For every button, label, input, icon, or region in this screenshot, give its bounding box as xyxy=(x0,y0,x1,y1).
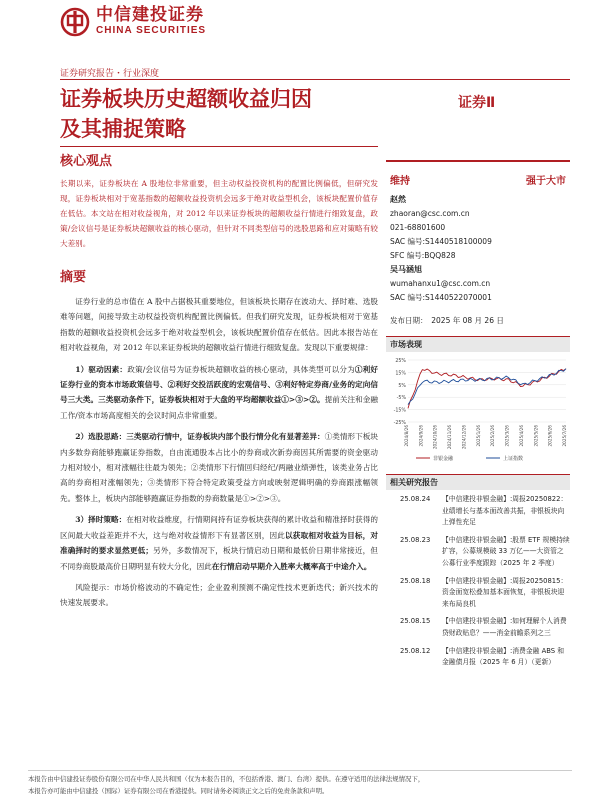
disclaimer xyxy=(28,770,572,797)
disclaimer-line: 本报告亦可能由中信建投（国际）证券有限公司在香港提供。同时请务必阅读正文之后的免责条款和声明。 xyxy=(28,787,329,795)
related-reports-list xyxy=(386,494,570,669)
x-tick-label: 2025/1/26 xyxy=(475,425,481,447)
market-performance-heading: 市场表现 xyxy=(386,336,570,352)
related-report-title: 【中信建投非银金融】:消费金融 ABS 和金融债月报（2025 年 6 月）（更新） xyxy=(442,646,565,667)
brand-name-cn: 中信建投证券 xyxy=(96,5,204,25)
related-report-date: 25.08.12 xyxy=(400,646,431,655)
related-reports-heading: 相关研究报告 xyxy=(386,474,570,490)
analyst-phone: 021-68801600 xyxy=(390,223,446,232)
core-view-text: 长期以来，证券板块在 A 股地位非常重要，但主动权益投资机构的配置比例偏低，但研究发现，证券板块相对于宽基指数的超额收益投资机会远多于绝对收益型机会，该板块配置价值存在低估。本文站在相对收益视角，对 2012 年以来证券板块的超额收益行情进行细致复盘，政策/会议信号是证券板块超额收益的核心驱动，但针对不同类型信号的选股思路和应对策略有较大差别。 xyxy=(60,179,378,248)
related-report-item[interactable] xyxy=(386,535,570,570)
related-report-item[interactable] xyxy=(386,494,570,529)
x-tick-label: 2025/5/26 xyxy=(533,425,539,447)
related-report-title: 【中信建投非银金融】:如何理解个人消费贷财政贴息？——消金前瞻系列之三 xyxy=(442,617,567,637)
brand-logo xyxy=(60,6,206,37)
sidebar xyxy=(386,160,570,675)
abstract-paragraph: 1）驱动因素：政策/会议信号为证券板块超额收益的核心驱动，具体类型可以分为①利好证券行业的资本市场政策信号、②利好交投活跃度的宏观信号、③利好特定券商/业务的定向信号三大类。三类驱动条件下，证券板块相对于大盘的平均超额收益①>③>②。提前关注和金融工作/资本市场高度相关的会议时间点非常重要。 xyxy=(60,364,378,420)
core-view-heading: 核心观点 xyxy=(60,154,113,169)
industry-name: 证券Ⅱ xyxy=(458,95,496,111)
publish-date: 发布日期： 2025 年 08 月 26 日 xyxy=(390,316,504,325)
analyst-sac: SAC 编号:S1440518100009 xyxy=(390,237,492,246)
y-tick-label: -15% xyxy=(393,408,406,414)
risk-warning: 风险提示：市场价格波动的不确定性；企业盈利预测不确定性技术更新迭代；新兴技术的快速发展要求。 xyxy=(60,582,378,608)
rating-row xyxy=(386,162,570,187)
divider xyxy=(60,79,570,80)
abstract-paragraph: 证券行业的总市值在 A 股中占据极其重要地位，但该板块长期存在波动大、择时难、选股难等问题，间接导致主动权益投资机构配置比例偏低。但我们研究发现，证券板块相对于宽基指数的超额收益投资机会远多于绝对收益型机会，该板块配置价值存在低估。因此本报告站在相对收益视角，对 2012 年以来证券板块的超额收益行情进行细致复盘。发现以下重要规律： xyxy=(60,297,378,353)
abstract-body xyxy=(60,294,378,617)
report-title xyxy=(60,84,380,144)
title-line-1: 证券板块历史超额收益归因 xyxy=(60,87,312,111)
analyst-email[interactable]: wumahanxu1@csc.com.cn xyxy=(390,279,491,288)
related-report-date: 25.08.15 xyxy=(400,617,431,626)
y-tick-label: 25% xyxy=(395,359,406,364)
analyst-email[interactable]: zhaoran@csc.com.cn xyxy=(390,209,470,218)
x-tick-label: 2024/12/26 xyxy=(461,425,467,450)
divider xyxy=(60,146,378,147)
market-chart-svg xyxy=(386,356,570,464)
analyst-info xyxy=(386,187,570,305)
related-report-title: 【中信建投非银金融】:股票 ETF 规模持续扩容，公募规模破 33 万亿——大资管之公募行业季度跟踪（2025 年 2 季度） xyxy=(442,535,570,567)
related-report-item[interactable] xyxy=(386,616,570,639)
y-tick-label: 5% xyxy=(398,383,406,389)
legend-label: 上证指数 xyxy=(503,456,524,462)
series-line xyxy=(408,369,566,409)
abstract-heading: 摘要 xyxy=(60,270,87,285)
x-tick-label: 2025/2/26 xyxy=(490,425,496,447)
related-report-item[interactable] xyxy=(386,576,570,611)
related-report-item[interactable] xyxy=(386,646,570,669)
related-report-date: 25.08.18 xyxy=(400,576,431,585)
abstract-paragraph: 2）选股思路：三类驱动行情中，证券板块内部个股行情分化有显著差异：①类情形下板块内多数券商能够跑赢证券指数，自由流通股本占比小的券商或次新券商因其所需要的资金驱动力相对较小，相对涨幅往往最为领先；②类情形下行情回归经纪/两融业绩弹性，该类业务占比高的券商相对涨幅领先；③类情形下符合特定政策受益方向或映射逻辑明确的券商跟涨幅领先。整体上，板块内部能够跑赢证券指数的券商数量是①>②>③。 xyxy=(60,432,379,503)
y-tick-label: -5% xyxy=(396,396,406,402)
analyst-sac: SAC 编号:S1440522070001 xyxy=(390,293,492,302)
related-report-title: 【中信建投非银金融】:周报20250815：资金面宽松叠加基本面恢复，非银板块迎来布局良机 xyxy=(442,576,568,608)
report-type: 证券研究报告・行业深度 xyxy=(60,69,160,79)
x-tick-label: 2024/11/26 xyxy=(447,425,453,450)
x-tick-label: 2024/9/26 xyxy=(418,425,424,447)
related-report-date: 25.08.23 xyxy=(400,535,431,544)
analyst-name: 赵然 xyxy=(390,195,406,204)
y-tick-label: -25% xyxy=(393,421,406,426)
rating-value: 强于大市 xyxy=(526,176,566,187)
x-tick-label: 2025/4/26 xyxy=(518,425,524,447)
disclaimer-line: 本报告由中信建投证券股份有限公司在中华人民共和国（仅为本报告目的，不包括香港、澳门、台湾）提供。在遵守适用的法律法规情况下， xyxy=(28,775,425,783)
brand-name-en: CHINA SECURITIES xyxy=(96,25,207,36)
abstract-paragraph: 3）择时策略：在相对收益维度，行情期间持有证券板块获得的累计收益和精准择时获得的区间最大收益差距并不大，这与绝对收益情形下有显著区别，因此以获取相对收益为目标，对准确择时的要求显然更低；另外，多数情况下，板块行情启动日期和最低价日期非常接近，但不同券商股最高价日期明显有较大分化，因此在行情启动早期介入胜率大概率高于中途介入。 xyxy=(60,515,379,571)
y-tick-label: 15% xyxy=(395,371,406,377)
title-line-2: 及其捕捉策略 xyxy=(60,117,186,141)
related-report-title: 【中信建投非银金融】:周报20250822：业绩增长与基本面改善共振，非银板块向上弹性充足 xyxy=(442,495,568,527)
analyst-name: 吴马涵旭 xyxy=(390,265,422,274)
x-tick-label: 2025/6/26 xyxy=(547,425,553,447)
analyst-sfc: SFC 编号:BQQ828 xyxy=(390,251,456,260)
brand-emblem-icon xyxy=(60,7,90,37)
series-line xyxy=(408,369,566,405)
x-tick-label: 2024/8/26 xyxy=(404,425,409,447)
market-chart xyxy=(386,356,570,464)
related-report-date: 25.08.24 xyxy=(400,495,431,503)
legend-label: 非银金融 xyxy=(433,456,454,462)
x-tick-label: 2025/7/26 xyxy=(562,425,567,447)
x-tick-label: 2024/10/26 xyxy=(432,425,438,450)
rating-label: 维持 xyxy=(390,176,410,187)
x-tick-label: 2025/3/26 xyxy=(504,425,510,447)
